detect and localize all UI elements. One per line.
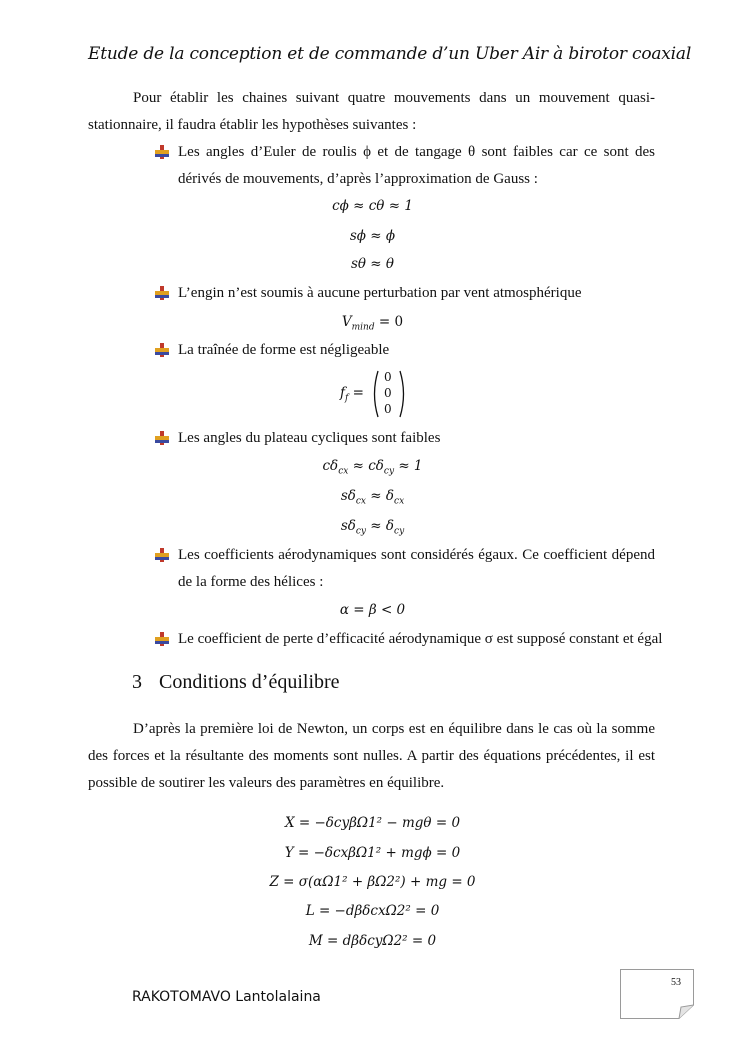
- equation-cyclic-1: $c\delta_{cx} \approx c\delta_{cy} \approx 1$: [322, 458, 423, 477]
- list-item-text: Les angles du plateau cycliques sont faibles: [178, 430, 441, 446]
- equation-euler-3: sθ ≈ θ: [350, 256, 395, 272]
- equation-m: M = dβδcyΩ2² = 0: [308, 933, 437, 949]
- equation-coefficients: α = β < 0: [339, 602, 406, 618]
- list-item-text: Les coefficients aérodynamiques sont considérés égaux. Ce coefficient dépend de la forme des hélices :: [178, 547, 655, 590]
- list-item-text: Les angles d’Euler de roulis ϕ et de tangage θ sont faibles car ce sont des dérivés de mouvements, d’après l’approximation de Gauss :: [178, 144, 655, 187]
- equation-y: Y = −δcxβΩ1² + mgϕ = 0: [284, 845, 461, 861]
- checkbox-bullet-icon: [155, 343, 169, 357]
- checkbox-bullet-icon: [155, 145, 169, 159]
- list-item: [155, 280, 655, 307]
- vector-entry: 0: [384, 386, 392, 400]
- list-item-text: Le coefficient de perte d’efficacité aérodynamique σ est supposé constant et égal: [178, 631, 663, 647]
- vector-entry: 0: [384, 370, 392, 384]
- list-item-text: L’engin n’est soumis à aucune perturbation par vent atmosphérique: [178, 285, 582, 301]
- section-number: 3: [132, 671, 142, 693]
- footer-author: RAKOTOMAVO Lantolalaina: [132, 989, 321, 1005]
- section-heading: [132, 671, 340, 694]
- equation-drag: [340, 370, 410, 418]
- intro-paragraph: Pour établir les chaines suivant quatre mouvements dans un mouvement quasi-stationnaire, il faudra établir les hypothèses suivantes :: [88, 90, 655, 133]
- equation-euler-2: sϕ ≈ ϕ: [349, 228, 396, 244]
- equation-wind: $V_{mind} = 0$: [341, 314, 404, 333]
- equation-l: L = −dβδcxΩ2² = 0: [305, 903, 440, 919]
- list-item: [155, 425, 655, 452]
- equation-x: X = −δcyβΩ1² − mgθ = 0: [284, 815, 461, 831]
- list-item: [155, 542, 655, 596]
- page-number: 53: [671, 977, 681, 988]
- equilibrium-paragraph: D’après la première loi de Newton, un corps est en équilibre dans le cas où la somme des forces et la résultante des moments sont nulles. A partir des équations précédentes, il est possible de soutirer les valeurs des paramètres en équilibre.: [88, 721, 655, 791]
- equation-z: Z = σ(αΩ1² + βΩ2²) + mg = 0: [269, 874, 476, 890]
- list-item: [155, 337, 655, 364]
- section-title: Conditions d’équilibre: [159, 671, 340, 693]
- running-header: Etude de la conception et de commande d’un Uber Air à birotor coaxial: [88, 44, 692, 64]
- equation-cyclic-2: $s\delta_{cx} \approx \delta_{cx}$: [340, 488, 405, 507]
- checkbox-bullet-icon: [155, 548, 169, 562]
- checkbox-bullet-icon: [155, 286, 169, 300]
- list-item: [155, 139, 655, 193]
- vector-entry: 0: [384, 402, 392, 416]
- equation-euler-1: cϕ ≈ cθ ≈ 1: [332, 198, 413, 214]
- checkbox-bullet-icon: [155, 632, 169, 646]
- drag-lhs: $f_f$ =: [340, 385, 364, 404]
- page-number-box: [620, 969, 694, 1019]
- list-item: [155, 626, 663, 653]
- list-item-text: La traînée de forme est négligeable: [178, 342, 390, 358]
- equation-cyclic-3: $s\delta_{cy} \approx \delta_{cy}$: [340, 518, 405, 537]
- checkbox-bullet-icon: [155, 431, 169, 445]
